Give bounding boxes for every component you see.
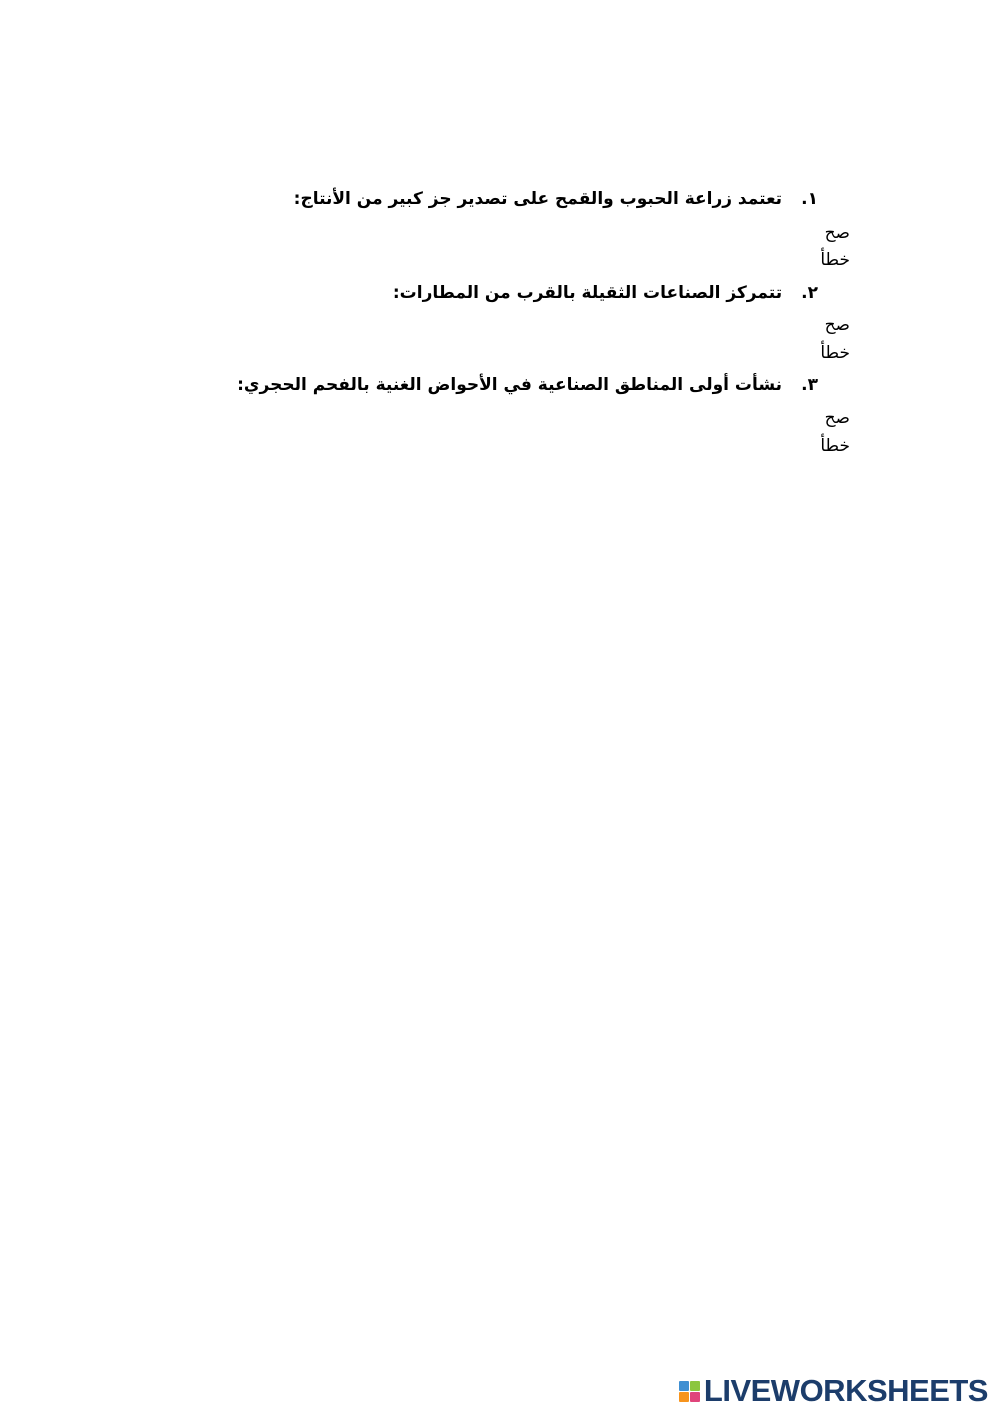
answer-option-true[interactable]: صح xyxy=(824,408,850,428)
answer-option-true[interactable]: صح xyxy=(824,315,850,335)
question-text: تتمركز الصناعات الثقيلة بالقرب من المطارات: xyxy=(392,283,783,303)
logo-tile xyxy=(690,1381,700,1391)
question-3 xyxy=(237,373,818,397)
answer-option-false[interactable]: خطأ xyxy=(820,436,850,456)
answer-option-true[interactable]: صح xyxy=(824,223,850,243)
liveworksheets-logo-icon xyxy=(679,1381,700,1402)
question-1 xyxy=(294,187,818,211)
logo-tile xyxy=(679,1392,689,1402)
question-2 xyxy=(393,281,818,305)
question-text: نشأت أولى المناطق الصناعية في الأحواض الغنية بالفحم الحجري: xyxy=(237,375,783,395)
answer-option-false[interactable]: خطأ xyxy=(820,343,850,363)
question-number: ٣. xyxy=(801,375,818,395)
question-number: ٢. xyxy=(801,283,818,303)
logo-tile xyxy=(679,1381,689,1391)
question-text: تعتمد زراعة الحبوب والقمح على تصدير جز كبير من الأنتاج: xyxy=(293,189,783,209)
brand-name: LIVEWORKSHEETS xyxy=(703,1373,988,1408)
question-number: ١. xyxy=(801,189,818,209)
liveworksheets-brand xyxy=(679,1373,988,1409)
logo-tile xyxy=(690,1392,700,1402)
answer-option-false[interactable]: خطأ xyxy=(820,250,850,270)
